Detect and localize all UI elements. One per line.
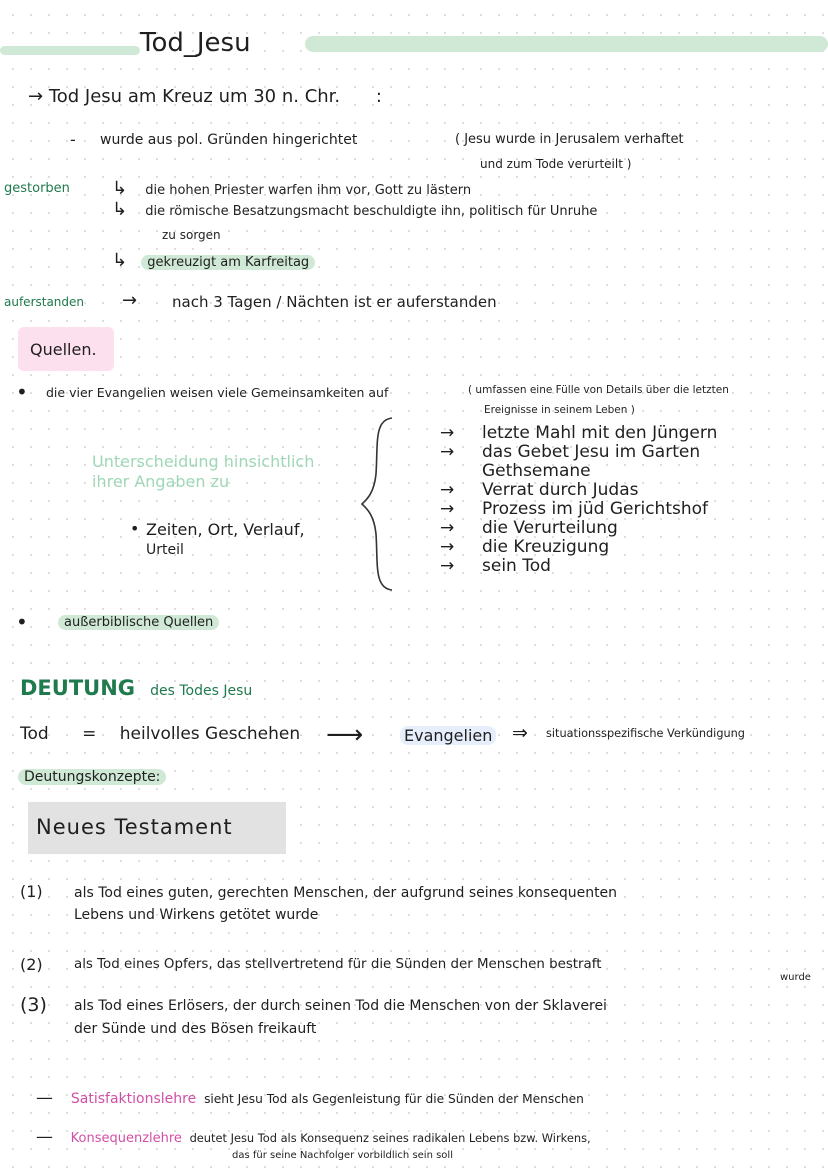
lehre-text: deutet Jesu Tod als Konsequenz seines radikalen Lebens bzw. Wirkens, [189, 1131, 591, 1145]
point-line: wurde [780, 972, 811, 983]
event-item [440, 424, 717, 443]
verkuendigung-text: situationsspezifische Verkündigung [546, 727, 745, 740]
reason-dash: - [70, 130, 76, 149]
tod-line [20, 724, 300, 744]
event-text: die Kreuzigung [482, 537, 610, 557]
lehre-term: Konsequenzlehre [70, 1131, 182, 1146]
gestorben-item-text: gekreuzigt am Karfreitag [141, 255, 315, 270]
title-underline-left [0, 46, 140, 55]
event-text: die Verurteilung [482, 518, 618, 538]
event-arrow-icon: → [440, 499, 455, 519]
gestorben-item [112, 199, 597, 220]
event-arrow-icon: → [440, 556, 455, 576]
konzepte-label: Deutungskonzepte: [18, 769, 166, 785]
intro-text: Tod Jesu am Kreuz um 30 n. Chr. [48, 86, 341, 107]
reason-paren-line2: und zum Tode verurteilt ) [480, 157, 632, 171]
event-arrow-icon: → [440, 537, 455, 557]
point-line: Lebens und Wirkens getötet wurde [74, 907, 319, 923]
point-num: (1) [20, 882, 43, 901]
event-arrow-icon: → [440, 423, 455, 443]
intro-arrow: → [28, 86, 44, 107]
auferstanden-arrow: → [122, 290, 138, 311]
event-text: Verrat durch Judas [482, 480, 639, 500]
implies-arrow: ⇒ [512, 722, 528, 744]
lehre-text: sieht Jesu Tod als Gegenleistung für die Sünden der Menschen [204, 1092, 584, 1106]
lehre-text-continuation: das für seine Nachfolger vorbildlich sein soll [232, 1150, 453, 1161]
page-title: Tod_Jesu [140, 28, 251, 58]
gestorben-label: gestorben [4, 181, 70, 196]
gestorben-item [112, 250, 315, 271]
point-line: als Tod eines Opfers, das stellvertretend für die Sünden der Menschen bestraft [74, 957, 602, 972]
evangelien-text: die vier Evangelien weisen viele Gemeinsamkeiten auf [46, 385, 389, 400]
hook-arrow-icon: ↳ [112, 178, 128, 199]
event-arrow-icon: → [440, 480, 455, 500]
reason-paren-line1: ( Jesu wurde in Jerusalem verhaftet [455, 132, 684, 147]
sub-line2: Urteil [146, 542, 184, 558]
nt-box-label: Neues Testament [36, 815, 233, 839]
ausserbiblisch-text: außerbiblische Quellen [58, 615, 219, 630]
hook-arrow-icon: ↳ [112, 250, 128, 271]
deutung-heading-sub: des Todes Jesu [150, 683, 253, 699]
event-text: das Gebet Jesu im Garten [482, 442, 701, 462]
event-item [440, 557, 717, 576]
sub-bullet: • [130, 519, 140, 538]
lehre-dash: — [36, 1088, 53, 1108]
evangelien-bullet: • [16, 380, 28, 404]
title-underline-right [305, 36, 828, 52]
event-text: Gethsemane [482, 461, 591, 481]
event-item [440, 443, 717, 462]
gestorben-item-text: die römische Besatzungsmacht beschuldigte ihn, politisch für Unruhe [145, 204, 598, 219]
lehre-item [36, 1088, 584, 1108]
event-item [440, 538, 717, 557]
deutung-heading [20, 676, 252, 700]
hook-arrow-icon: ↳ [112, 199, 128, 220]
sub-line1: Zeiten, Ort, Verlauf, [146, 520, 305, 539]
differences-line1: Unterscheidung hinsichtlich [92, 452, 315, 471]
curly-brace-icon [358, 414, 398, 594]
differences-line2: ihrer Angaben zu [92, 472, 230, 491]
event-item [440, 481, 717, 500]
deutung-heading-main: DEUTUNG [20, 676, 136, 700]
event-text: letzte Mahl mit den Jüngern [482, 423, 718, 443]
lehre-dash: — [36, 1127, 53, 1147]
gestorben-item [112, 178, 471, 199]
event-item [440, 462, 717, 481]
point-num: (2) [20, 955, 43, 974]
gestorben-item-text: die hohen Priester warfen ihm vor, Gott zu lästern [145, 183, 472, 198]
ausserbiblisch-bullet: • [16, 610, 28, 634]
point-line: als Tod eines Erlösers, der durch seinen Tod die Menschen von der Sklaverei [74, 998, 607, 1014]
quellen-heading: Quellen. [30, 340, 97, 359]
event-text: Prozess im jüd Gerichtshof [482, 499, 708, 519]
long-arrow: ⟶ [326, 720, 364, 750]
intro-line [28, 86, 382, 107]
point-line: der Sünde und des Bösen freikauft [74, 1021, 317, 1037]
event-item [440, 500, 717, 519]
evangelien-paren-line1: ( umfassen eine Fülle von Details über die letzten [468, 384, 729, 396]
intro-colon: : [375, 86, 382, 107]
gestorben-item-continuation: zu sorgen [162, 228, 221, 242]
reason-text: wurde aus pol. Gründen hingerichtet [100, 132, 358, 148]
equals-sign: = [82, 724, 97, 744]
point-num: (3) [20, 994, 47, 1016]
event-list [440, 424, 717, 576]
lehre-item [36, 1127, 591, 1147]
tod-word: Tod [20, 724, 49, 744]
event-text: sein Tod [482, 556, 551, 576]
evangelien-word: Evangelien [400, 726, 496, 745]
auferstanden-text: nach 3 Tagen / Nächten ist er auferstanden [172, 293, 497, 311]
event-item [440, 519, 717, 538]
lehre-term: Satisfaktionslehre [70, 1091, 197, 1107]
auferstanden-label: auferstanden [4, 295, 85, 309]
heilvoll-text: heilvolles Geschehen [119, 724, 301, 744]
event-arrow-icon: → [440, 442, 455, 462]
point-line: als Tod eines guten, gerechten Menschen, der aufgrund seines konsequenten [74, 885, 618, 901]
evangelien-paren-line2: Ereignisse in seinem Leben ) [484, 404, 635, 416]
event-arrow-icon: → [440, 518, 455, 538]
